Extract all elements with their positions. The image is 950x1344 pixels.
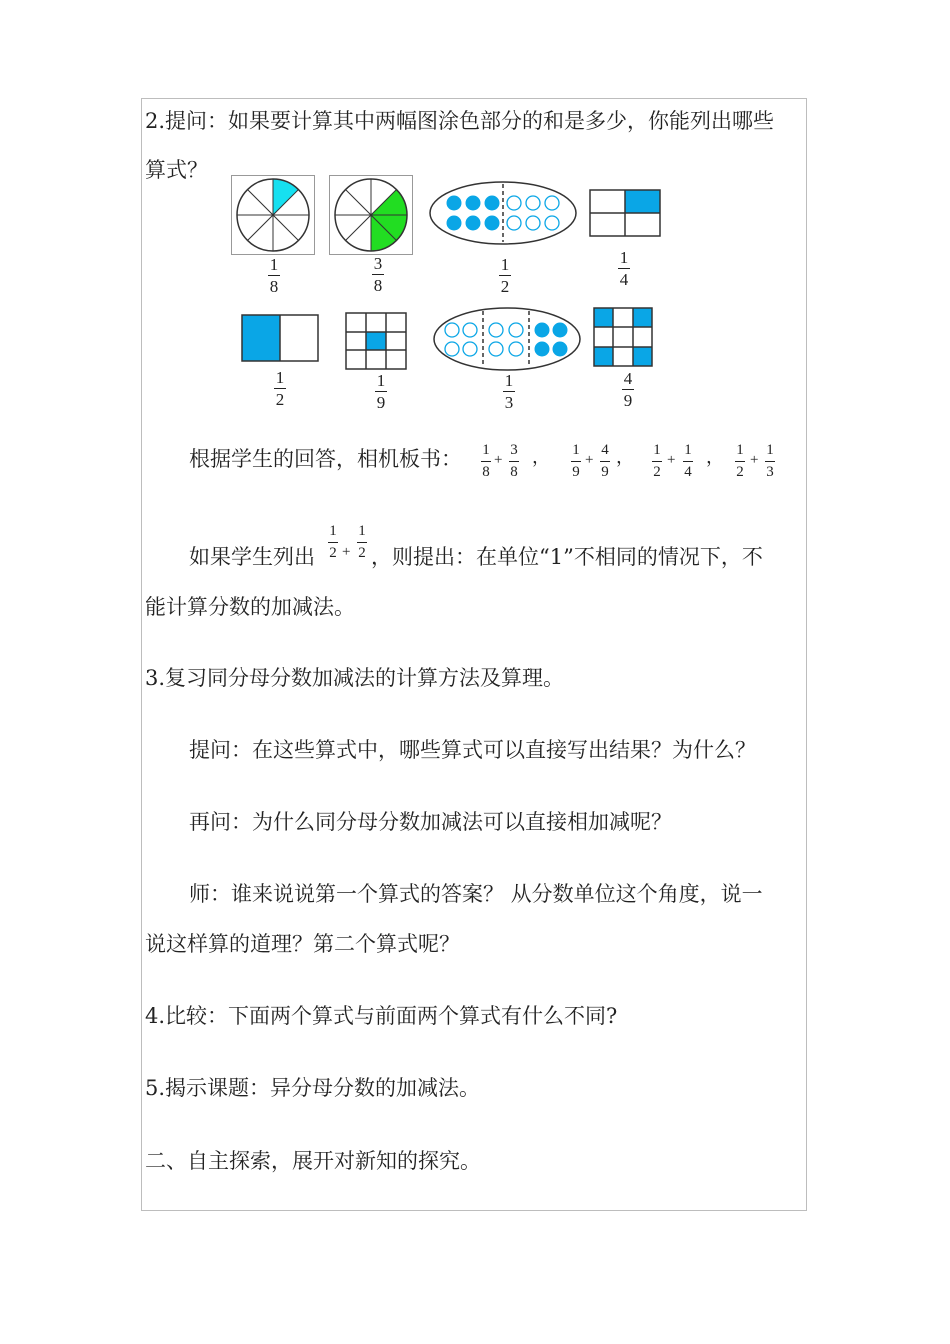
- plus-sign: +: [667, 452, 676, 468]
- fraction-label: 4 9: [623, 369, 633, 410]
- board-fraction: 1 3: [766, 442, 774, 480]
- plus-sign: +: [585, 452, 594, 468]
- section-2-heading: 二、自主探索，展开对新知的探究。: [145, 1149, 481, 1173]
- if-students-line-suffix: ，则提出：在单位“1”不相同的情况下，不: [371, 545, 763, 569]
- board-fraction: 1 9: [572, 442, 580, 480]
- board-fraction: 1 4: [684, 442, 692, 480]
- oval-dots-half-figure: [428, 180, 578, 246]
- question-3: 3.复习同分母分数加减法的计算方法及算理。: [145, 666, 565, 690]
- board-writing-label: 根据学生的回答，相机板书：: [189, 447, 462, 471]
- rect-one-half-figure: [241, 314, 319, 362]
- teacher-line-2: 说这样算的道理？第二个算式呢？: [145, 932, 460, 956]
- board-fraction: 4 9: [601, 442, 609, 480]
- if-students-line2: 能计算分数的加减法。: [145, 595, 355, 619]
- inline-fraction: 1 2: [329, 523, 337, 561]
- board-fraction: 1 8: [482, 442, 490, 480]
- circle-three-eighths-figure: [329, 175, 413, 255]
- content-frame: [141, 98, 807, 1211]
- fraction-label: 1 2: [500, 255, 510, 296]
- board-fraction: 1 2: [653, 442, 661, 480]
- ask-line-1: 提问：在这些算式中，哪些算式可以直接写出结果？为什么？: [189, 738, 756, 762]
- inline-fraction: 1 2: [358, 523, 366, 561]
- separator-comma: ，: [706, 447, 724, 468]
- question-5: 5.揭示课题：异分母分数的加减法。: [145, 1076, 481, 1100]
- grid-four-ninths-figure: [593, 307, 653, 367]
- plus-sign: +: [750, 452, 759, 468]
- if-students-line: 如果学生列出: [189, 545, 315, 569]
- fraction-label: 1 2: [275, 368, 285, 409]
- fraction-label: 1 8: [269, 255, 279, 296]
- question-2-line1: 2.提问：如果要计算其中两幅图涂色部分的和是多少，你能列出哪些: [145, 109, 775, 133]
- teacher-line-1: 师：谁来说说第一个算式的答案？ 从分数单位这个角度，说一: [189, 882, 763, 906]
- fraction-label: 1 4: [619, 248, 629, 289]
- board-fraction: 3 8: [510, 442, 518, 480]
- fraction-label: 1 3: [504, 371, 514, 412]
- oval-dots-third-figure: [432, 306, 582, 372]
- fraction-label: 3 8: [373, 254, 383, 295]
- rect-one-quarter-figure: [589, 189, 661, 237]
- question-2-line2: 算式？: [145, 158, 208, 182]
- ask-line-2: 再问：为什么同分母分数加减法可以直接相加减呢？: [189, 810, 672, 834]
- plus-sign: +: [342, 544, 351, 560]
- fraction-label: 1 9: [376, 371, 386, 412]
- separator-comma: ，: [616, 447, 634, 468]
- board-fraction: 1 2: [736, 442, 744, 480]
- question-4: 4.比较：下面两个算式与前面两个算式有什么不同?: [145, 1004, 618, 1028]
- grid-one-ninth-figure: [345, 312, 407, 370]
- separator-comma: ，: [532, 447, 550, 468]
- plus-sign: +: [494, 452, 503, 468]
- circle-one-eighth-figure: [231, 175, 315, 255]
